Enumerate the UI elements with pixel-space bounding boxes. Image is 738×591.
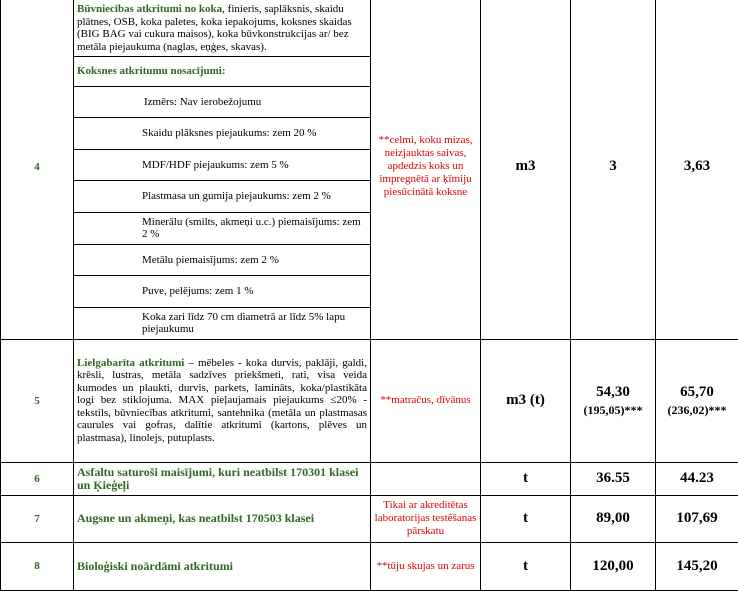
row-number: 7 bbox=[1, 495, 74, 542]
price-vat-cell: 44.23 bbox=[656, 462, 738, 495]
condition-item: Minerālu (smilts, akmeņi u.c.) piemaisījums: zem 2 % bbox=[74, 212, 370, 244]
table-row bbox=[1, 462, 738, 495]
unit-cell: t bbox=[481, 542, 571, 590]
price-value: 54,30 bbox=[596, 384, 630, 400]
note-cell: Tikai ar akreditētas laboratorijas testēšanas pārskatu bbox=[371, 495, 481, 542]
price-vat-value: 65,70 bbox=[680, 384, 714, 400]
price-cell bbox=[571, 339, 656, 462]
row-number: 8 bbox=[1, 542, 74, 590]
price-cell: 89,00 bbox=[571, 495, 656, 542]
price-cell: 3 bbox=[571, 0, 656, 339]
description-cell bbox=[74, 0, 371, 339]
note-cell bbox=[371, 462, 481, 495]
price-vat-sub-value: (236,02)*** bbox=[656, 403, 738, 418]
note-cell: **celmi, koku mizas, neizjauktas saivas, apdedzis koks un impregnētā ar ķīmiju piesūcinātā koksne bbox=[371, 0, 481, 339]
unit-cell: t bbox=[481, 462, 571, 495]
row-title: Bioloģiski noārdāmi atkritumi bbox=[74, 542, 371, 590]
row-number: 6 bbox=[1, 462, 74, 495]
row-title: Augsne un akmeņi, kas neatbilst 170503 klasei bbox=[74, 495, 371, 542]
price-vat-cell: 3,63 bbox=[656, 0, 738, 339]
row-title: Asfaltu saturoši maisījumi, kuri neatbilst 170301 klasei un Ķieģeļi bbox=[74, 462, 371, 495]
condition-item: Skaidu plāksnes piejaukums: zem 20 % bbox=[74, 117, 370, 149]
description-cell bbox=[74, 339, 371, 462]
table-row bbox=[1, 542, 738, 590]
condition-item: Puve, pelējums: zem 1 % bbox=[74, 275, 370, 307]
price-cell: 36.55 bbox=[571, 462, 656, 495]
table-row bbox=[1, 495, 738, 542]
condition-item: Koka zari līdz 70 cm diametrā ar līdz 5% lapu piejaukumu bbox=[74, 307, 370, 339]
note-cell: **matračus, dīvānus bbox=[371, 339, 481, 462]
price-vat-cell: 107,69 bbox=[656, 495, 738, 542]
note-cell: **tūju skujas un zarus bbox=[371, 542, 481, 590]
condition-item: MDF/HDF piejaukums: zem 5 % bbox=[74, 149, 370, 181]
unit-cell: t bbox=[481, 495, 571, 542]
row-title-rest: , finieris, saplāksnis, skaidu plātnes, OSB, koka paletes, koka iepakojums, koksnes skaidas (BIG BAG vai cukura maisos), koka būvkonstrukcijas ar/ bez metāla piejaukuma (naglas, eņģes, skavas). bbox=[77, 3, 352, 53]
price-sub-value: (195,05)*** bbox=[571, 403, 655, 418]
row-title: Lielgabarīta atkritumi bbox=[77, 357, 184, 369]
unit-cell: m3 (t) bbox=[481, 339, 571, 462]
price-cell: 120,00 bbox=[571, 542, 656, 590]
price-vat-cell bbox=[656, 339, 738, 462]
table-row bbox=[1, 339, 738, 462]
price-vat-cell: 145,20 bbox=[656, 542, 738, 590]
row-title-rest: – mēbeles - koka durvis, paklāji, galdi, krēsli, lustras, metāla sadzīves priekšmeti, rati, visa veida kumodes un plaukti, durvis, parkets, lamināts, koka/plastikāta logi bez stiklojuma. MAX pieļaujamais piejaukums ≤20% - tekstils, būvniecības atkritumi, santehnika (metāla un plastmasas caurules vai gofras, dalītie atkritumi (kartons, plēves un plastmasa), linolejs, putuplasts. bbox=[77, 357, 367, 444]
conditions-title: Koksnes atkritumu nosacījumi: bbox=[77, 65, 226, 77]
unit-cell: m3 bbox=[481, 0, 571, 339]
condition-item: Metālu piemaisījums: zem 2 % bbox=[74, 244, 370, 276]
row-number: 5 bbox=[1, 339, 74, 462]
table-row bbox=[1, 0, 738, 339]
condition-item: Izmērs: Nav ierobežojumu bbox=[74, 86, 370, 118]
row-number: 4 bbox=[1, 0, 74, 339]
condition-item: Plastmasa un gumija piejaukums: zem 2 % bbox=[74, 180, 370, 212]
row-title: Būvniecības atkritumi no koka bbox=[77, 3, 222, 15]
